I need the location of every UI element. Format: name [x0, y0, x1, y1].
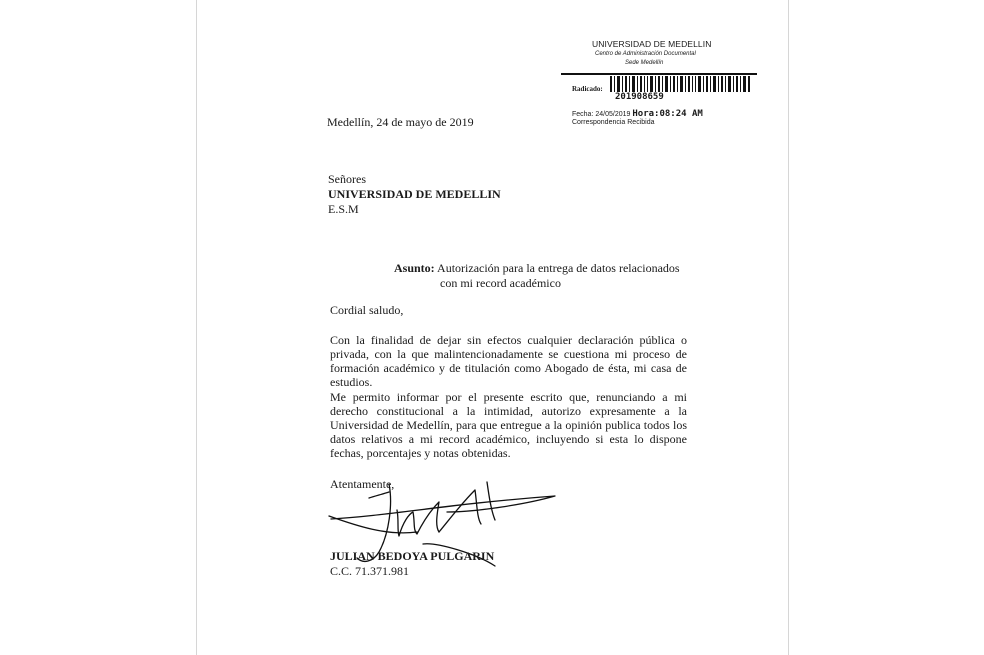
hora-value: 08:24 AM	[659, 109, 703, 119]
greeting: Cordial saludo,	[330, 303, 404, 317]
hora-label: Hora:	[632, 109, 660, 119]
radicado-number: 201908659	[615, 92, 664, 102]
subject-line	[394, 261, 694, 275]
stamp-subtitle-sede: Sede Medellín	[625, 60, 664, 66]
recipient-salutation: Señores	[328, 172, 366, 186]
signer-id: C.C. 71.371.981	[330, 564, 410, 578]
fecha-label: Fecha:	[572, 111, 594, 118]
closing: Atentamente,	[330, 477, 395, 491]
stamp-divider	[561, 73, 757, 75]
paragraph-1: Con la finalidad de dejar sin efectos cualquier declaración pública o privada, con la que malintencionadamente se cuestiona mi proceso de formación académico y de titulación como Abogado de ésta, mi casa de estudios.	[330, 333, 687, 389]
stamp-fecha-hora	[572, 109, 703, 119]
recipient-name: UNIVERSIDAD DE MEDELLIN	[328, 187, 501, 201]
stamp-subtitle: Centro de Administración Documental	[595, 51, 696, 57]
radicado-label: Radicado:	[572, 85, 603, 93]
paragraph-2: Me permito informar por el presente escrito que, renunciando a mi derecho constitucional a la intimidad, autorizo expresamente a la Universidad de Medellín, para que entregue a la opinión publica todos los datos relativos a mi record académico, incluyendo si esta lo dispone fechas, porcentajes y notas obtenidas.	[330, 390, 687, 460]
document-page	[196, 0, 789, 655]
stamp-title: UNIVERSIDAD DE MEDELLIN	[592, 39, 712, 49]
subject-text-2: con mi record académico	[440, 276, 561, 290]
subject-text-1: Autorización para la entrega de datos relacionados	[437, 261, 680, 275]
signer-name: JULIAN BEDOYA PULGARIN	[330, 549, 495, 563]
recipient-abbrev: E.S.M	[328, 202, 359, 216]
fecha-value: 24/05/2019	[595, 111, 631, 118]
barcode-image	[610, 76, 752, 92]
letter-date: Medellín, 24 de mayo de 2019	[327, 115, 474, 129]
subject-label: Asunto:	[394, 261, 435, 275]
stamp-status: Correspondencia Recibida	[572, 119, 655, 126]
